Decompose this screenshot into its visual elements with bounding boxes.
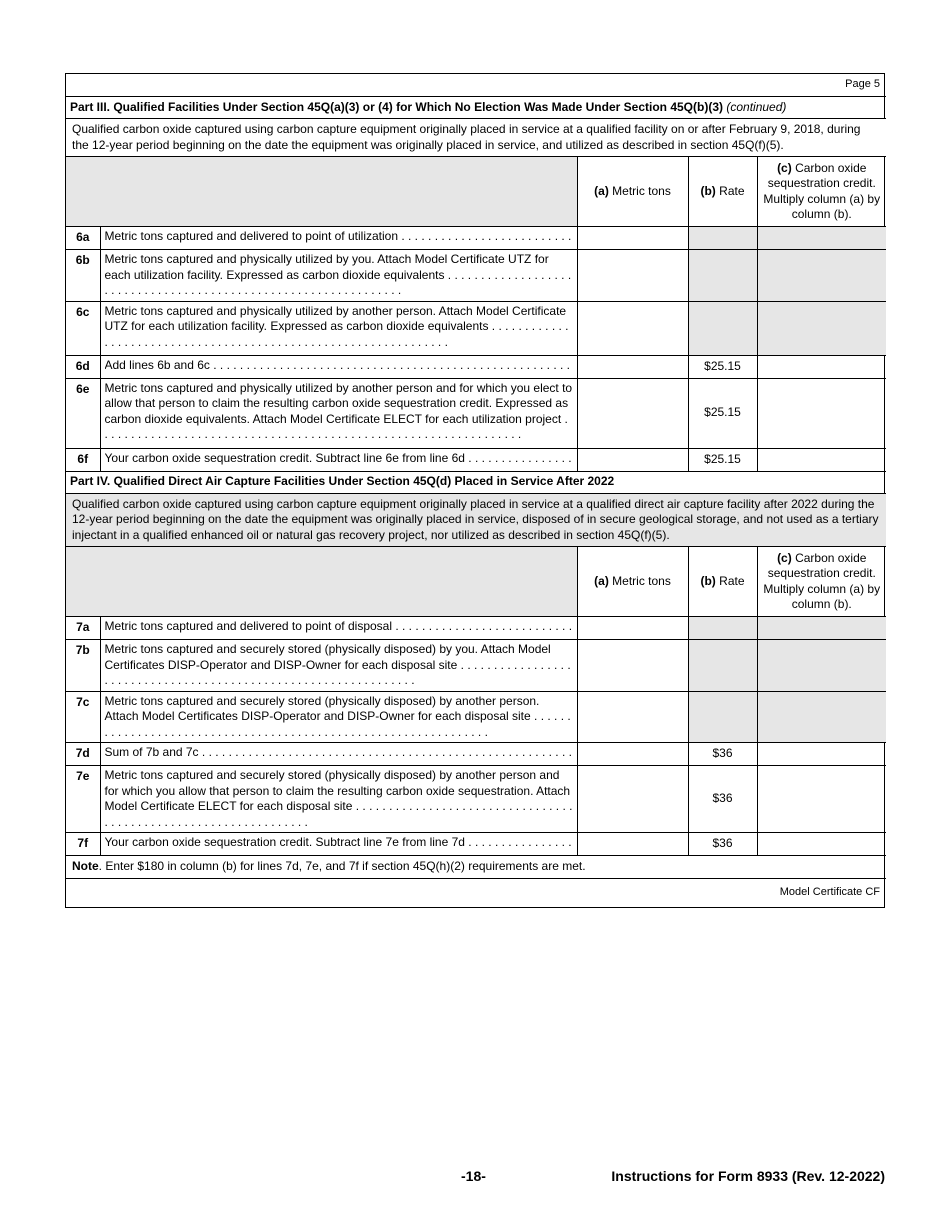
part3-title: Part III. Qualified Facilities Under Section 45Q(a)(3) or (4) for Which No Election Was Made Under Section 45Q(b)(3)	[70, 99, 723, 114]
line-6f-row	[66, 448, 886, 471]
part3-heading	[66, 97, 886, 119]
line-6a-row	[66, 227, 886, 250]
part3-col-c-header: (c) Carbon oxide sequestration credit. Multiply column (a) by column (b).	[757, 157, 886, 227]
line-description: Your carbon oxide sequestration credit. Subtract line 6e from line 6d . . .	[100, 448, 577, 471]
line-description: Metric tons captured and securely stored (physically disposed) by another person and for which you allow that person to claim the resulting carbon oxide sequestration. Attach Model Certificate ELECT for each disposal site . . .	[100, 766, 577, 833]
line-7e-metric-tons-field[interactable]	[577, 766, 688, 833]
note	[66, 856, 886, 879]
line-7f-credit-field[interactable]	[757, 833, 886, 856]
line-6d-metric-tons-field[interactable]	[577, 355, 688, 378]
line-description: Sum of 7b and 7c . . .	[100, 743, 577, 766]
line-7a-row	[66, 617, 886, 640]
model-certificate-label: Model Certificate CF	[66, 879, 886, 908]
note-label: Note	[72, 859, 99, 874]
line-6f-rate: $25.15	[688, 448, 757, 471]
line-number: 7f	[66, 833, 100, 856]
part4-intro: Qualified carbon oxide captured using carbon capture equipment originally placed in service at a qualified direct air capture facility after 2022 during the 12-year period beginning on the date the equipment was originally placed in service, disposed of in secure geological storage, and not used as a tertiary injectant in a qualified enhanced oil or natural gas recovery project, nor utilized as described in section 45Q(f)(5).	[66, 493, 886, 547]
line-number: 7e	[66, 766, 100, 833]
form-table	[66, 74, 886, 907]
line-7d-row	[66, 743, 886, 766]
line-6d-rate: $25.15	[688, 355, 757, 378]
line-7c-rate-cell	[688, 691, 757, 743]
line-6e-credit-field[interactable]	[757, 378, 886, 448]
line-number: 6a	[66, 227, 100, 250]
part4-heading: Part IV. Qualified Direct Air Capture Facilities Under Section 45Q(d) Placed in Service After 2022	[66, 471, 886, 493]
line-number: 7a	[66, 617, 100, 640]
line-description: Metric tons captured and delivered to point of disposal . . .	[100, 617, 577, 640]
part4-col-c-header: (c) Carbon oxide sequestration credit. Multiply column (a) by column (b).	[757, 547, 886, 617]
form-title: Instructions for Form 8933 (Rev. 12-2022)	[611, 1168, 885, 1184]
line-6f-credit-field[interactable]	[757, 448, 886, 471]
line-6e-row	[66, 378, 886, 448]
part3-col-b-header: (b) Rate	[688, 157, 757, 227]
line-description: Your carbon oxide sequestration credit. Subtract line 7e from line 7d . . .	[100, 833, 577, 856]
line-description: Metric tons captured and physically utilized by you. Attach Model Certificate UTZ for each utilization facility. Expressed as carbon dioxide equivalents . . .	[100, 250, 577, 302]
line-7e-row	[66, 766, 886, 833]
model-certificate-cf-form	[65, 73, 885, 908]
note-text: . Enter $180 in column (b) for lines 7d, 7e, and 7f if section 45Q(h)(2) requirements are met.	[98, 859, 586, 874]
line-6b-credit-cell	[757, 250, 886, 302]
page-label: Page 5	[66, 74, 886, 97]
line-number: 6c	[66, 301, 100, 355]
line-6d-row	[66, 355, 886, 378]
line-6e-metric-tons-field[interactable]	[577, 378, 688, 448]
line-6f-metric-tons-field[interactable]	[577, 448, 688, 471]
line-6d-credit-field[interactable]	[757, 355, 886, 378]
line-6e-rate: $25.15	[688, 378, 757, 448]
line-number: 7d	[66, 743, 100, 766]
line-number: 6b	[66, 250, 100, 302]
line-number: 6d	[66, 355, 100, 378]
line-7a-metric-tons-field[interactable]	[577, 617, 688, 640]
line-7f-rate: $36	[688, 833, 757, 856]
line-7c-credit-cell	[757, 691, 886, 743]
line-6c-row	[66, 301, 886, 355]
line-7b-credit-cell	[757, 640, 886, 692]
line-number: 7b	[66, 640, 100, 692]
line-6c-rate-cell	[688, 301, 757, 355]
line-6a-metric-tons-field[interactable]	[577, 227, 688, 250]
line-number: 7c	[66, 691, 100, 743]
line-7a-rate-cell	[688, 617, 757, 640]
line-7a-credit-cell	[757, 617, 886, 640]
line-7b-metric-tons-field[interactable]	[577, 640, 688, 692]
line-7e-rate: $36	[688, 766, 757, 833]
part4-col-a-header: (a) Metric tons	[577, 547, 688, 617]
line-7d-credit-field[interactable]	[757, 743, 886, 766]
line-7f-row	[66, 833, 886, 856]
part3-title-suffix: (continued)	[726, 99, 787, 114]
line-number: 6e	[66, 378, 100, 448]
line-7c-row	[66, 691, 886, 743]
line-6a-credit-cell	[757, 227, 886, 250]
line-7f-metric-tons-field[interactable]	[577, 833, 688, 856]
line-description: Add lines 6b and 6c . . .	[100, 355, 577, 378]
line-description: Metric tons captured and physically utilized by another person and for which you elect to allow that person to claim the resulting carbon oxide sequestration credit. Expressed as carbon dioxide equivalents. Attach Model Certificate ELECT for each utilization project . . .	[100, 378, 577, 448]
line-6b-rate-cell	[688, 250, 757, 302]
part3-intro: Qualified carbon oxide captured using carbon capture equipment originally placed in service at a qualified facility on or after February 9, 2018, during the 12-year period beginning on the date the equipment was originally placed in service, and utilized as described in section 45Q(f)(5).	[66, 119, 886, 157]
line-description: Metric tons captured and securely stored (physically disposed) by another person. Attach Model Certificates DISP-Operator and DISP-Owner for each disposal site . . .	[100, 691, 577, 743]
line-6b-row	[66, 250, 886, 302]
line-7b-row	[66, 640, 886, 692]
line-description: Metric tons captured and securely stored (physically disposed) by you. Attach Model Certificates DISP-Operator and DISP-Owner for each disposal site . . .	[100, 640, 577, 692]
line-6c-metric-tons-field[interactable]	[577, 301, 688, 355]
part3-header-blank	[66, 157, 577, 227]
line-number: 6f	[66, 448, 100, 471]
line-7e-credit-field[interactable]	[757, 766, 886, 833]
line-6a-rate-cell	[688, 227, 757, 250]
line-6b-metric-tons-field[interactable]	[577, 250, 688, 302]
line-7c-metric-tons-field[interactable]	[577, 691, 688, 743]
page-number: -18-	[461, 1168, 486, 1184]
part4-header-blank	[66, 547, 577, 617]
line-description: Metric tons captured and delivered to point of utilization . . .	[100, 227, 577, 250]
part4-col-b-header: (b) Rate	[688, 547, 757, 617]
line-7d-metric-tons-field[interactable]	[577, 743, 688, 766]
line-6c-credit-cell	[757, 301, 886, 355]
line-description: Metric tons captured and physically utilized by another person. Attach Model Certificate UTZ for each utilization facility. Expressed as carbon dioxide equivalents . . .	[100, 301, 577, 355]
line-7b-rate-cell	[688, 640, 757, 692]
part3-col-a-header: (a) Metric tons	[577, 157, 688, 227]
line-7d-rate: $36	[688, 743, 757, 766]
